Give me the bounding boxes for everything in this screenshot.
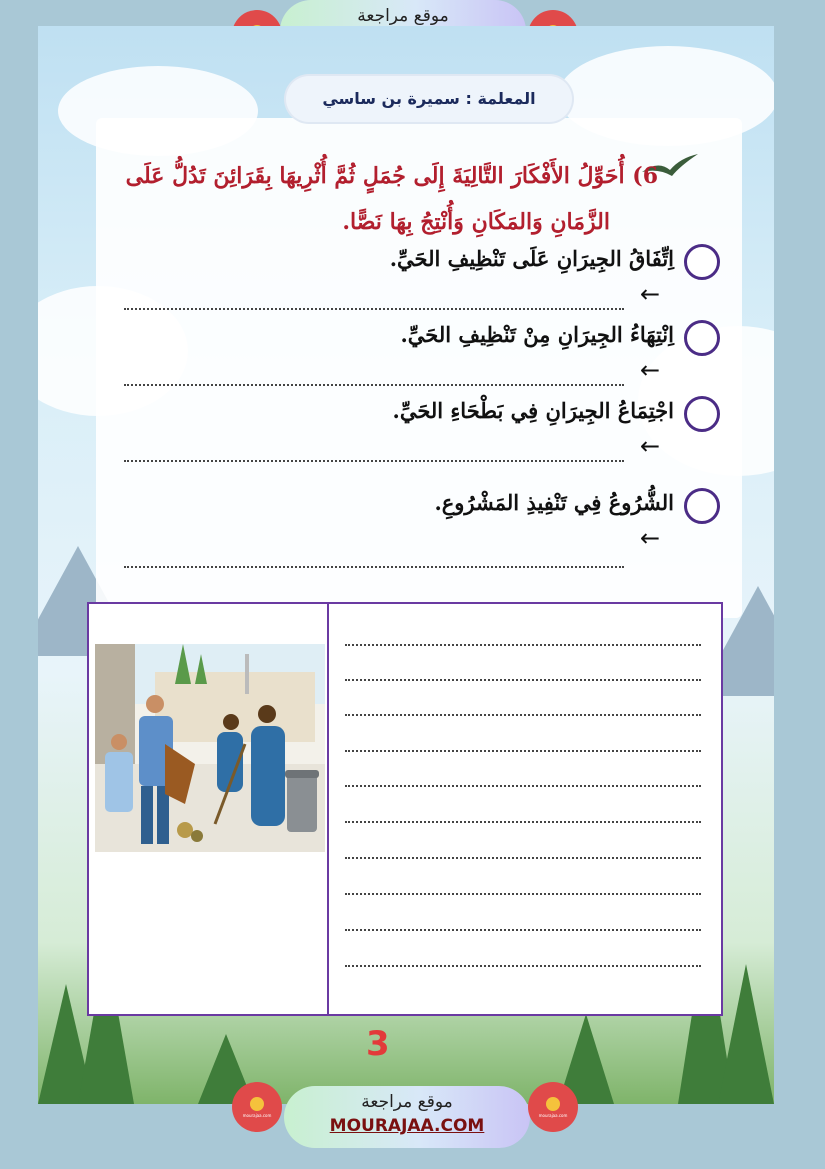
writing-line[interactable]: [345, 750, 701, 752]
arrow-left-icon: ←: [640, 432, 661, 460]
box-divider: [327, 604, 329, 1014]
item-text: اِتِّفَاقُ الجِيرَانِ عَلَى تَنْظِيفِ الحَيِّ.: [389, 246, 674, 271]
writing-line[interactable]: [345, 714, 701, 716]
teacher-name-cloud: [286, 76, 572, 122]
writing-line[interactable]: [345, 929, 701, 931]
neighbors-cleaning-illustration: [95, 644, 325, 852]
arrow-left-icon: ←: [640, 524, 661, 552]
answer-circle[interactable]: [684, 488, 720, 524]
site-name-arabic: موقع مراجعة: [361, 1092, 453, 1112]
site-logo-icon: mourajaa.com: [528, 1082, 578, 1132]
writing-line[interactable]: [345, 821, 701, 823]
item-text: الشُّرُوعُ فِي تَنْفِيذِ المَشْرُوعِ.: [434, 490, 674, 515]
exercise-instruction: 6) أُحَوِّلُ الأَفْكَارَ التَّالِيَةَ إِلَى جُمَلٍ ثُمَّ أُثْرِيهَا بِقَرَائِنَ تَدُلُّ عَلَى الزَّمَانِ وَالمَكَانِ وَأُنْتِجُ بِهَا نَصًّا.: [100, 150, 720, 248]
writing-line[interactable]: [345, 965, 701, 967]
writing-line[interactable]: [345, 644, 701, 646]
site-name-arabic: موقع مراجعة: [357, 6, 449, 26]
writing-line[interactable]: [345, 679, 701, 681]
writing-line[interactable]: [345, 893, 701, 895]
page-number: 3: [366, 1024, 390, 1064]
writing-line[interactable]: [345, 785, 701, 787]
site-name-english[interactable]: MOURAJAA.COM: [329, 1116, 485, 1136]
instruction-line-1: أُحَوِّلُ الأَفْكَارَ التَّالِيَةَ إِلَى جُمَلٍ ثُمَّ أُثْرِيهَا بِقَرَائِنَ تَدُلُّ عَلَى: [125, 163, 625, 189]
site-footer-link[interactable]: [284, 1086, 530, 1148]
answer-line[interactable]: [124, 566, 624, 568]
text-production-box: [87, 602, 723, 1016]
writing-line[interactable]: [345, 857, 701, 859]
answer-circle[interactable]: [684, 396, 720, 432]
answer-line[interactable]: [124, 384, 624, 386]
instruction-line-2: الزَّمَانِ وَالمَكَانِ وَأُنْتِجُ بِهَا نَصًّا.: [342, 209, 610, 235]
item-text: اجْتِمَاعُ الجِيرَانِ فِي بَطْحَاءِ الحَيِّ.: [392, 398, 674, 423]
site-logo-icon: mourajaa.com: [232, 1082, 282, 1132]
answer-circle[interactable]: [684, 244, 720, 280]
answer-circle[interactable]: [684, 320, 720, 356]
arrow-left-icon: ←: [640, 280, 661, 308]
item-text: اِنْتِهَاءُ الجِيرَانِ مِنْ تَنْظِيفِ الحَيِّ.: [400, 322, 674, 347]
teacher-name: المعلمة : سميرة بن ساسي: [322, 89, 536, 108]
answer-line[interactable]: [124, 308, 624, 310]
exercise-number: 6: [642, 163, 658, 189]
answer-line[interactable]: [124, 460, 624, 462]
arrow-left-icon: ←: [640, 356, 661, 384]
